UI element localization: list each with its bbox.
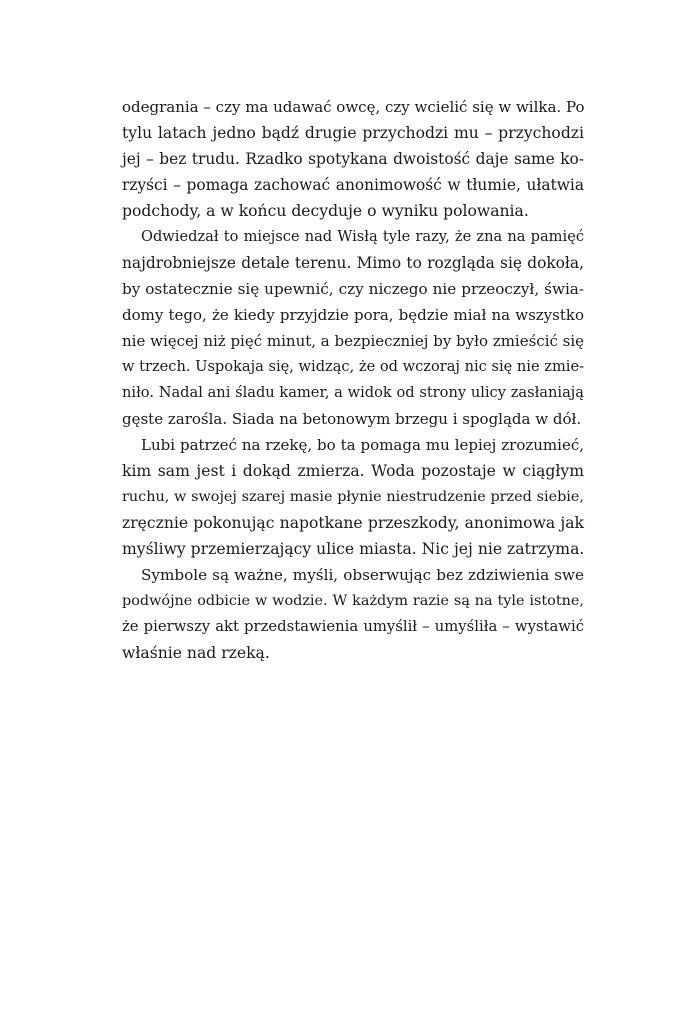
text-line: domy tego, że kiedy przyjdzie pora, będzie miał na wszystko — [122, 306, 584, 324]
text-line: Symbole są ważne, myśli, obserwując bez zdziwienia swe — [141, 566, 584, 584]
text-line: by ostatecznie się upewnić, czy niczego nie przeoczył, świa- — [122, 280, 584, 298]
text-line: rzyści – pomaga zachować anonimowość w tłumie, ułatwia — [122, 176, 584, 194]
text-line: myśliwy przemierzający ulice miasta. Nic jej nie zatrzyma. — [122, 540, 585, 558]
text-line: że pierwszy akt przedstawienia umyślił – umyśliła – wystawić — [122, 618, 584, 635]
text-line: tylu latach jedno bądź drugie przychodzi mu – przychodzi — [122, 124, 584, 142]
text-line: nie więcej niż pięć minut, a bezpieczniej by było zmieścić się — [122, 332, 585, 350]
text-line: zręcznie pokonując napotkane przeszkody, anonimowa jak — [122, 514, 584, 532]
body-text — [122, 94, 584, 666]
text-line: niło. Nadal ani śladu kamer, a widok od strony ulicy zasłaniają — [122, 384, 584, 401]
text-line: podwójne odbicie w wodzie. W każdym razie są na tyle istotne, — [122, 593, 584, 609]
text-line: gęste zarośla. Siada na betonowym brzegu i spogląda w dół. — [122, 410, 582, 428]
text-line: kim sam jest i dokąd zmierza. Woda pozostaje w ciągłym — [122, 462, 584, 480]
text-line: właśnie nad rzeką. — [122, 644, 270, 662]
text-line: ruchu, w swojej szarej masie płynie niestrudzenie przed siebie, — [122, 489, 584, 505]
text-line: jej – bez trudu. Rzadko spotykana dwoistość daje same ko- — [122, 150, 584, 168]
text-line: najdrobniejsze detale terenu. Mimo to rozgląda się dokoła, — [122, 254, 584, 272]
text-line: w trzech. Uspokaja się, widząc, że od wczoraj nic się nie zmie- — [122, 358, 585, 375]
text-line: odegrania – czy ma udawać owcę, czy wcielić się w wilka. Po — [122, 98, 585, 116]
text-line: Lubi patrzeć na rzekę, bo ta pomaga mu lepiej zrozumieć, — [141, 436, 584, 454]
text-line: Odwiedzał to miejsce nad Wisłą tyle razy, że zna na pamięć — [141, 228, 584, 245]
text-line: podchody, a w końcu decyduje o wyniku polowania. — [122, 202, 529, 220]
